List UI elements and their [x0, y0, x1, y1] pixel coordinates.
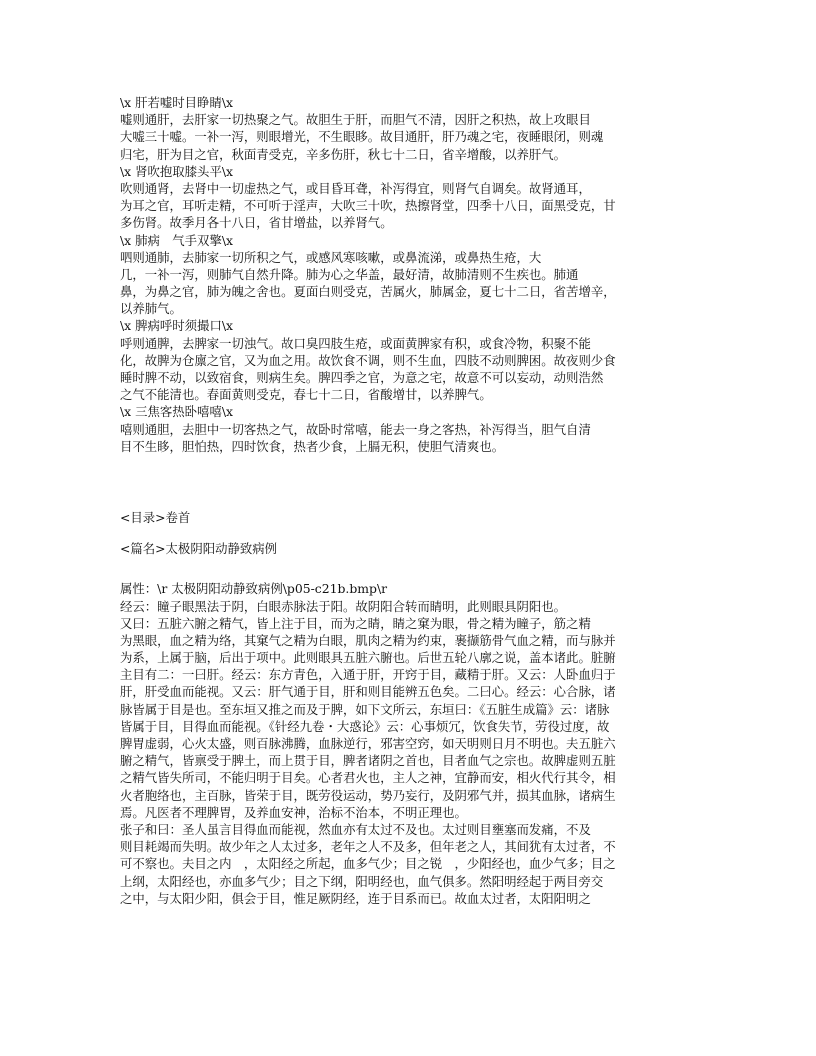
paragraph-line: 经云：瞳子眼黑法于阴，白眼赤脉法于阳。故阴阳合转而睛明，此则眼具阴阳也。	[120, 598, 567, 614]
paragraph-line: 脾胃虚弱，心火太盛，则百脉沸腾，血脉逆行，邪害空窍，如天明则日月不明也。夫五脏六	[120, 736, 616, 751]
paragraph-line: 脉皆属于目是也。至东垣又推之而及于脾，如下文所云，东垣曰：《五脏生成篇》云：诸脉	[120, 701, 610, 717]
section-five-organ-breaths	[120, 94, 780, 455]
paragraph-line: 肝，肝受血而能视。又云：肝气通于目，肝和则目能辨五色矣。二曰心。经云：心合脉，诸	[120, 684, 616, 700]
heading-kidney-breath: \x 肾吹抱取膝头平\x	[120, 163, 233, 179]
paragraph-line: 皆属于目，目得血而能视。《针经九卷・大惑论》云：心事烦冗，饮食失节，劳役过度，故	[120, 718, 610, 734]
paragraph-line: 为黑眼，血之精为络，其窠气之精为白眼，肌肉之精为约束，裹撷筋骨气血之精，而与脉并	[120, 632, 616, 648]
paragraph-line: 又曰：五脏六腑之精气，皆上注于目，而为之睛，睛之窠为眼，骨之精为瞳子，筋之精	[120, 615, 591, 631]
paragraph-line: 腑之精气，皆禀受于脾土，而上贯于目，脾者诸阴之首也，目者血气之宗也。故脾虚则五脏	[120, 753, 616, 769]
paragraph-line: 火者胞络也，主百脉，皆荣于目，既劳役运动，势乃妄行，及阴邪气并，损其血脉，诸病生	[120, 787, 616, 803]
paragraph-line: 归宅，肝为目之官，秋面青受克，辛多伤肝，秋七十二日，省辛增酸，以养肝气。	[120, 146, 567, 162]
paragraph-line: 可不察也。夫目之内 ，太阳经之所起，血多气少；目之锐 ，少阳经也，血少气多；目之	[120, 856, 616, 872]
toc-label: <目录>卷首	[120, 509, 191, 525]
paragraph-line: 焉。凡医者不理脾胃，及养血安神，治标不治本，不明正理也。	[120, 804, 467, 820]
attribute-line: 属性：\r 太极阴阳动静致病例\p05-c21b.bmp\r	[120, 581, 388, 597]
heading-lung-breath: \x 肺病 气手双擎\x	[120, 232, 233, 248]
paragraph-line: 几，一补一泻，则肺气自然升降。肺为心之华盖，最好清，故肺清则不生疾也。肺通	[120, 266, 579, 282]
paragraph-line: 多伤肾。故季月各十八日，省甘增盐，以养肾气。	[120, 215, 393, 231]
paragraph-line: 之精气皆失所司，不能归明于目矣。心者君火也，主人之神，宜静而安，相火代行其令，相	[120, 770, 616, 786]
paragraph-line: 之中，与太阳少阳，俱会于目，惟足厥阴经，连于目系而已。故血太过者，太阳阳明之	[120, 890, 591, 906]
paragraph-line: 主目有二：一曰肝。经云：东方青色，入通于肝，开窍于目，藏精于肝。又云：人卧血归于	[120, 667, 616, 683]
paragraph-line: 上纲，太阳经也，亦血多气少；目之下纲，阳明经也，血气俱多。然阳明经起于两目旁交	[120, 873, 604, 889]
paragraph-line: 呼则通脾，去脾家一切浊气。故口臭四肢生疮，或面黄脾家有积，或食冷物，积聚不能	[120, 335, 591, 351]
paragraph-line: 大嘘三十嘘。一补一泻，则眼增光，不生眼眵。故目通肝，肝乃魂之宅，夜睡眼闭，则魂	[120, 129, 604, 145]
heading-spleen-breath: \x 脾病呼时须撮口\x	[120, 318, 233, 334]
paragraph-line: 呬则通肺，去肺家一切所积之气，或感风寒咳嗽，或鼻流涕，或鼻热生疮，大	[120, 249, 542, 265]
paragraph-line: 以养肺气。	[120, 301, 182, 317]
paragraph-line: 嘻则通胆，去胆中一切客热之气，故卧时常嘻，能去一身之客热，补泻得当，胆气自清	[120, 421, 591, 437]
heading-sanjiao-breath: \x 三焦客热卧嘻嘻\x	[120, 404, 233, 420]
paragraph-line: 化，故脾为仓廪之官，又为血之用。故饮食不调，则不生血，四肢不动则脾困。故夜则少食	[120, 352, 616, 368]
paragraph-line: 吹则通肾，去肾中一切虚热之气，或目昏耳聋，补泻得宜，则肾气自调矣。故肾通耳，	[120, 180, 591, 196]
paragraph-line: 鼻，为鼻之官，肺为魄之舍也。夏面白则受克，苦属火，肺属金，夏七十二日，省苦增辛，	[120, 284, 616, 300]
chapter-title: <篇名>太极阴阳动静致病例	[120, 541, 278, 557]
heading-liver-breath: \x 肝若嘘时目睁睛\x	[120, 95, 233, 110]
paragraph-line: 为系，上属于脑，后出于项中。此则眼具五脏六腑也。后世五轮八廓之说，盖本诸此。脏腑	[120, 650, 616, 666]
paragraph-line: 为耳之官，耳听走精，不可听于淫声，大吹三十吹，热擦肾堂，四季十八日，面黑受克，甘	[120, 198, 616, 214]
paragraph-line: 目不生眵，胆怕热，四时饮食，热者少食，上膈无积，使胆气清爽也。	[120, 438, 505, 454]
section-yin-yang-disease	[120, 580, 780, 907]
paragraph-line: 张子和曰：圣人虽言目得血而能视，然血亦有太过不及也。太过则目壅塞而发痛，不及	[120, 821, 591, 837]
paragraph-line: 嘘则通肝，去肝家一切热聚之气。故胆生于肝，而胆气不清，因肝之积热，故上攻眼目	[120, 112, 591, 128]
document-page	[120, 94, 780, 907]
paragraph-line: 则目耗竭而失明。故少年之人太过多，老年之人不及多，但年老之人，其间犹有太过者，不	[120, 839, 616, 855]
paragraph-line: 之气不能清也。春面黄则受克，春七十二日，省酸增甘，以养脾气。	[120, 387, 492, 403]
paragraph-line: 睡时脾不动，以致宿食，则病生矣。脾四季之官，为意之宅，故意不可以妄动，动则浩然	[120, 370, 604, 385]
